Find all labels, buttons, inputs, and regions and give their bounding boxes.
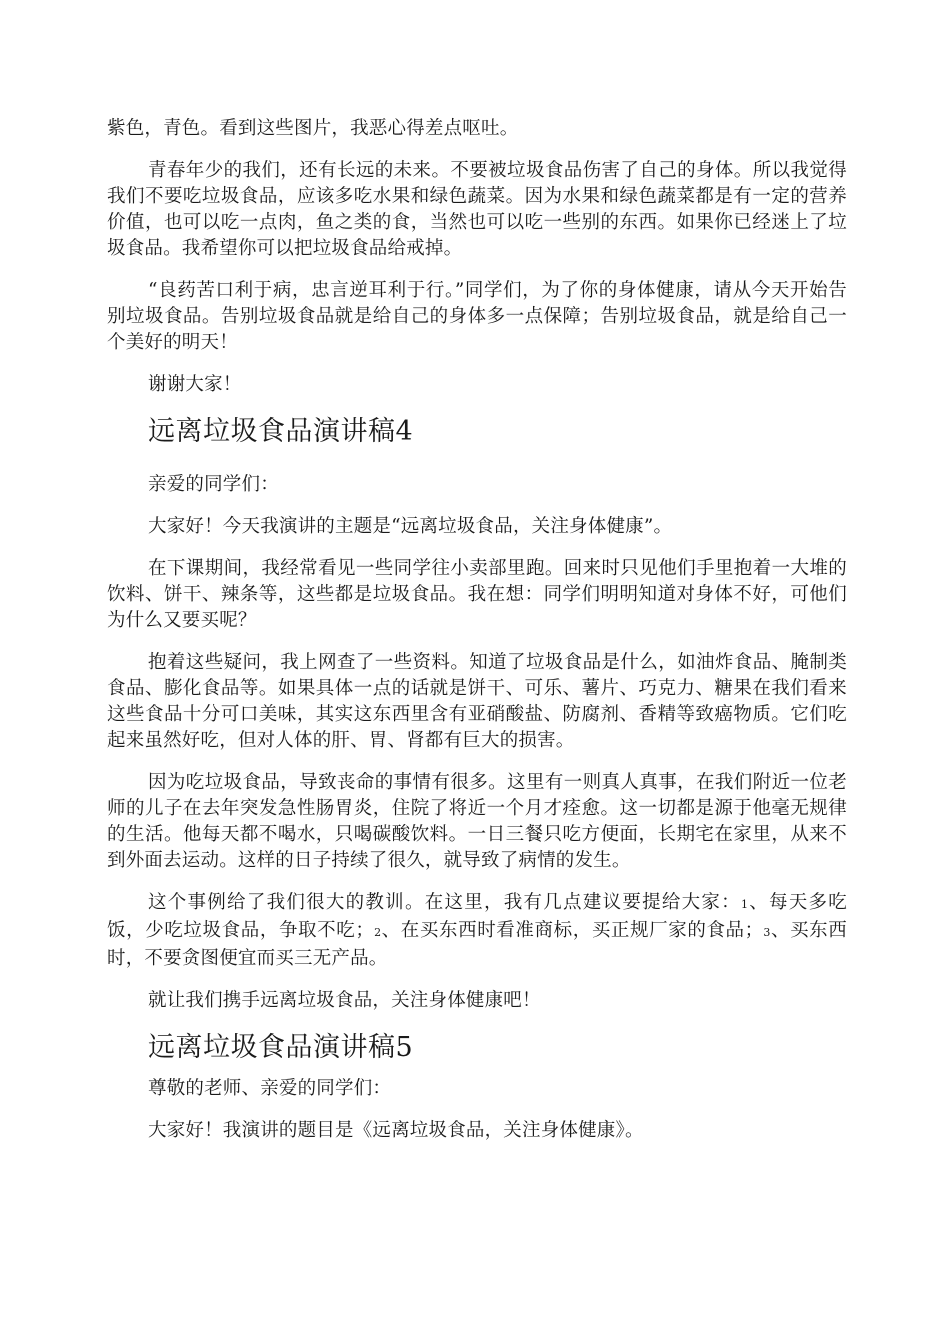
paragraph: 大家好！我演讲的题目是《远离垃圾食品，关注身体健康》。 bbox=[148, 1120, 644, 1141]
paragraph: 抱着这些疑问，我上网查了一些资料。知道了垃圾食品是什么，如油炸食品、腌制类食品、膨化食品等。如果具体一点的话就是饼干、可乐、薯片、巧克力、糖果在我们看来这些食品十分可口美味，其实这东西里含有亚硝酸盐、防腐剂、香精等致癌物质。它们吃起来虽然好吃，但对人体的肝、胃、肾都有巨大的损害。 bbox=[107, 652, 847, 751]
salutation: 亲爱的同学们： bbox=[148, 474, 279, 495]
salutation: 尊敬的老师、亲爱的同学们： bbox=[148, 1078, 392, 1099]
paragraph: 在下课期间，我经常看见一些同学往小卖部里跑。回来时只见他们手里抱着一大堆的饮料、饼干、辣条等，这些都是垃圾食品。我在想：同学们明明知道对身体不好，可他们为什么又要买呢？ bbox=[107, 558, 847, 631]
paragraph: 大家好！今天我演讲的主题是“远离垃圾食品，关注身体健康”。 bbox=[148, 516, 673, 537]
section-heading-5: 远离垃圾食品演讲稿5 bbox=[148, 1032, 414, 1063]
list-number: 2 bbox=[374, 926, 382, 939]
document-page bbox=[107, 116, 847, 1160]
paragraph: 因为吃垃圾食品，导致丧命的事情有很多。这里有一则真人真事，在我们附近一位老师的儿子在去年突发急性肠胃炎，住院了将近一个月才痊愈。这一切都是源于他毫无规律的生活。他每天都不喝水，只喝碳酸饮料。一日三餐只吃方便面，长期宅在家里，从来不到外面去运动。这样的日子持续了很久，就导致了病情的发生。 bbox=[107, 772, 847, 871]
suggestion-item: 、每天多吃饭，少吃垃圾食品，争取不吃； bbox=[107, 892, 847, 941]
list-number: 1 bbox=[740, 898, 749, 911]
paragraph: 青春年少的我们，还有长远的未来。不要被垃圾食品伤害了自己的身体。所以我觉得我们不要吃垃圾食品，应该多吃水果和绿色蔬菜。因为水果和绿色蔬菜都是有一定的营养价值，也可以吃一点肉，鱼之类的食，当然也可以吃一些别的东西。如果你已经迷上了垃圾食品。我希望你可以把垃圾食品给戒掉。 bbox=[107, 160, 847, 259]
paragraph-continuation: 紫色，青色。看到这些图片，我恶心得差点呕吐。 bbox=[107, 118, 519, 139]
paragraph-thanks: 谢谢大家！ bbox=[148, 374, 242, 395]
list-number: 3 bbox=[763, 926, 771, 939]
paragraph: “良药苦口利于病，忠言逆耳利于行。”同学们，为了你的身体健康，请从今天开始告别垃圾食品。告别垃圾食品就是给自己的身体多一点保障；告别垃圾食品，就是给自己一个美好的明天！ bbox=[107, 280, 847, 353]
suggestions-intro: 这个事例给了我们很大的教训。在这里，我有几点建议要提给大家： bbox=[148, 892, 741, 913]
suggestion-item: 、在买东西时看准商标，买正规厂家的食品； bbox=[381, 920, 764, 941]
section-heading-4: 远离垃圾食品演讲稿4 bbox=[148, 416, 414, 447]
paragraph: 就让我们携手远离垃圾食品，关注身体健康吧！ bbox=[148, 990, 541, 1011]
suggestion-item: 、买东西时，不要贪图便宜而买三无产品。 bbox=[107, 920, 847, 969]
paragraph-suggestions bbox=[107, 890, 847, 972]
